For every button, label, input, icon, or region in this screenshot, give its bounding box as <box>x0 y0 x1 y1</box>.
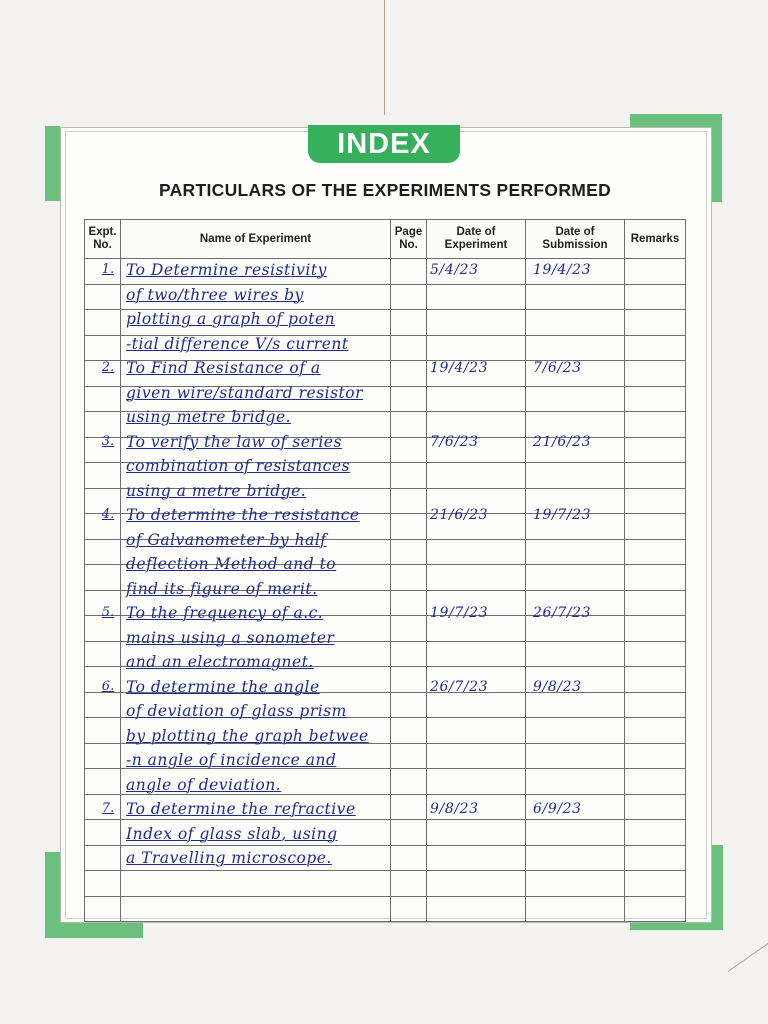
table-cell <box>625 412 686 438</box>
table-cell <box>625 667 686 693</box>
table-cell <box>85 463 121 489</box>
date-of-experiment: 19/4/23 <box>430 360 489 376</box>
page-fold-line <box>384 0 385 115</box>
table-cell <box>391 335 427 361</box>
table-cell <box>391 718 427 744</box>
experiment-name-line: and an electromagnet. <box>126 653 314 671</box>
table-cell <box>625 616 686 642</box>
table-cell <box>625 871 686 897</box>
table-cell <box>625 539 686 565</box>
experiment-name-line: using metre bridge. <box>126 408 292 426</box>
table-cell <box>121 871 391 897</box>
table-cell <box>391 794 427 820</box>
table-cell <box>391 284 427 310</box>
table-cell <box>625 514 686 540</box>
experiment-name-line: a Travelling microscope. <box>126 849 332 867</box>
table-cell <box>85 310 121 336</box>
table-cell <box>526 284 625 310</box>
table-cell <box>427 641 526 667</box>
table-cell <box>526 692 625 718</box>
table-cell <box>391 412 427 438</box>
paper-corner-crease <box>728 943 768 1002</box>
experiment-name-line: of two/three wires by <box>126 285 304 304</box>
table-cell <box>391 463 427 489</box>
experiment-name-line: plotting a graph of poten <box>126 310 336 328</box>
date-of-experiment: 21/6/23 <box>430 507 489 523</box>
table-cell <box>391 692 427 718</box>
date-of-experiment: 9/8/23 <box>430 801 479 817</box>
table-cell <box>427 565 526 591</box>
experiment-name-line: using a metre bridge. <box>126 481 307 500</box>
corner-top-right-h <box>630 114 722 127</box>
table-cell <box>391 310 427 336</box>
table-cell <box>391 641 427 667</box>
experiment-name-line: -n angle of incidence and <box>126 751 337 769</box>
date-of-experiment: 19/7/23 <box>430 605 489 621</box>
date-of-submission: 9/8/23 <box>533 678 582 695</box>
date-of-experiment: 7/6/23 <box>430 433 479 450</box>
experiment-name-line: deflection Method and to <box>126 555 337 573</box>
table-cell <box>625 794 686 820</box>
table-cell <box>391 845 427 871</box>
date-of-submission: 7/6/23 <box>533 360 582 376</box>
table-cell <box>625 463 686 489</box>
table-cell <box>625 692 686 718</box>
table-cell <box>625 590 686 616</box>
experiment-name-line: To Determine resistivity <box>126 261 327 279</box>
table-cell <box>391 539 427 565</box>
experiment-name-line: To the frequency of a.c. <box>126 604 324 622</box>
table-cell <box>526 463 625 489</box>
table-cell <box>85 335 121 361</box>
table-cell <box>625 565 686 591</box>
table-cell <box>391 259 427 285</box>
experiment-name-line: -tial difference V/s current <box>126 334 349 353</box>
table-row <box>85 896 686 922</box>
table-cell <box>625 718 686 744</box>
experiment-name-line: To Find Resistance of a <box>126 359 321 377</box>
table-cell <box>427 871 526 897</box>
table-cell <box>85 743 121 769</box>
index-banner: INDEX <box>308 125 460 163</box>
table-cell <box>427 310 526 336</box>
table-cell <box>85 539 121 565</box>
table-cell <box>625 845 686 871</box>
table-cell <box>526 896 625 922</box>
table-cell <box>526 310 625 336</box>
table-cell <box>85 284 121 310</box>
experiment-number: 1. <box>101 262 115 277</box>
experiment-name-line: To determine the refractive <box>126 800 356 818</box>
experiment-number: 3. <box>101 433 115 449</box>
experiment-name-line: To determine the resistance <box>126 506 360 524</box>
table-cell <box>427 718 526 744</box>
table-cell <box>85 871 121 897</box>
corner-top-left <box>45 126 60 201</box>
date-of-submission: 26/7/23 <box>533 605 592 621</box>
table-cell <box>526 769 625 795</box>
table-cell <box>427 845 526 871</box>
table-cell <box>625 310 686 336</box>
table-cell <box>427 820 526 846</box>
table-cell <box>625 769 686 795</box>
table-cell <box>391 386 427 412</box>
table-cell <box>391 514 427 540</box>
table-cell <box>625 896 686 922</box>
col-name-header: Name of Experiment <box>121 220 391 259</box>
date-of-submission: 19/4/23 <box>533 262 592 278</box>
table-cell <box>427 539 526 565</box>
table-cell <box>391 896 427 922</box>
col-date-experiment-header: Date of Experiment <box>427 220 526 259</box>
table-cell <box>85 769 121 795</box>
date-of-submission: 19/7/23 <box>533 507 592 523</box>
col-date-submission-header: Date of Submission <box>526 220 625 259</box>
table-cell <box>427 335 526 361</box>
table-cell <box>85 641 121 667</box>
table-cell <box>625 488 686 514</box>
table-cell <box>526 641 625 667</box>
experiment-number: 6. <box>101 678 115 694</box>
date-of-submission: 6/9/23 <box>533 801 582 817</box>
table-cell <box>526 871 625 897</box>
table-cell <box>427 386 526 412</box>
experiment-name-line: find its figure of merit. <box>126 579 318 598</box>
table-cell <box>391 871 427 897</box>
table-cell <box>625 743 686 769</box>
table-cell <box>391 361 427 387</box>
table-cell <box>427 743 526 769</box>
experiment-number: 4. <box>101 507 115 522</box>
table-cell <box>391 820 427 846</box>
table-cell <box>526 539 625 565</box>
table-cell <box>526 386 625 412</box>
experiment-name-line: mains using a sonometer <box>126 628 335 647</box>
table-cell <box>427 692 526 718</box>
table-cell <box>85 845 121 871</box>
table-cell <box>85 718 121 744</box>
col-expt-no-header: Expt. No. <box>85 220 121 259</box>
table-cell <box>625 259 686 285</box>
table-cell <box>526 565 625 591</box>
table-cell <box>625 361 686 387</box>
table-cell <box>625 641 686 667</box>
experiment-number: 5. <box>101 605 115 620</box>
table-cell <box>526 718 625 744</box>
table-cell <box>526 335 625 361</box>
table-cell <box>427 463 526 489</box>
page-subtitle: PARTICULARS OF THE EXPERIMENTS PERFORMED <box>158 180 612 200</box>
table-cell <box>85 820 121 846</box>
experiment-name-line: Index of glass slab, using <box>126 824 338 843</box>
experiment-name-line: angle of deviation. <box>126 775 282 794</box>
experiment-name-line: combination of resistances <box>126 457 350 475</box>
table-cell <box>625 284 686 310</box>
experiment-name-line: given wire/standard resistor <box>126 383 363 402</box>
date-of-submission: 21/6/23 <box>533 433 592 450</box>
experiment-name-line: To verify the law of series <box>126 432 342 451</box>
table-cell <box>427 284 526 310</box>
table-cell <box>526 743 625 769</box>
table-cell <box>85 386 121 412</box>
table-cell <box>85 896 121 922</box>
table-header-row <box>85 220 686 259</box>
table-cell <box>121 896 391 922</box>
table-cell <box>625 437 686 463</box>
experiment-name-line: by plotting the graph betwee <box>126 726 369 745</box>
table-cell <box>427 769 526 795</box>
table-cell <box>391 565 427 591</box>
table-cell <box>391 743 427 769</box>
table-cell <box>85 692 121 718</box>
experiment-number: 2. <box>101 360 115 375</box>
col-page-no-header: Page No. <box>391 220 427 259</box>
date-of-experiment: 26/7/23 <box>430 678 489 695</box>
table-cell <box>391 590 427 616</box>
table-cell <box>526 845 625 871</box>
date-of-experiment: 5/4/23 <box>430 262 479 278</box>
table-cell <box>391 769 427 795</box>
experiment-name-line: To determine the angle <box>126 677 320 696</box>
col-remarks-header: Remarks <box>625 220 686 259</box>
table-cell <box>391 437 427 463</box>
experiment-number: 7. <box>101 801 115 816</box>
table-row <box>85 871 686 897</box>
table-cell <box>391 667 427 693</box>
table-cell <box>625 335 686 361</box>
table-cell <box>391 488 427 514</box>
experiment-name-line: of deviation of glass prism <box>126 702 347 720</box>
table-cell <box>427 896 526 922</box>
table-cell <box>391 616 427 642</box>
corner-bottom-left-h <box>45 921 143 938</box>
table-cell <box>625 820 686 846</box>
table-cell <box>625 386 686 412</box>
experiment-name-line: of Galvanometer by half <box>126 530 327 549</box>
table-cell <box>85 565 121 591</box>
table-cell <box>526 820 625 846</box>
